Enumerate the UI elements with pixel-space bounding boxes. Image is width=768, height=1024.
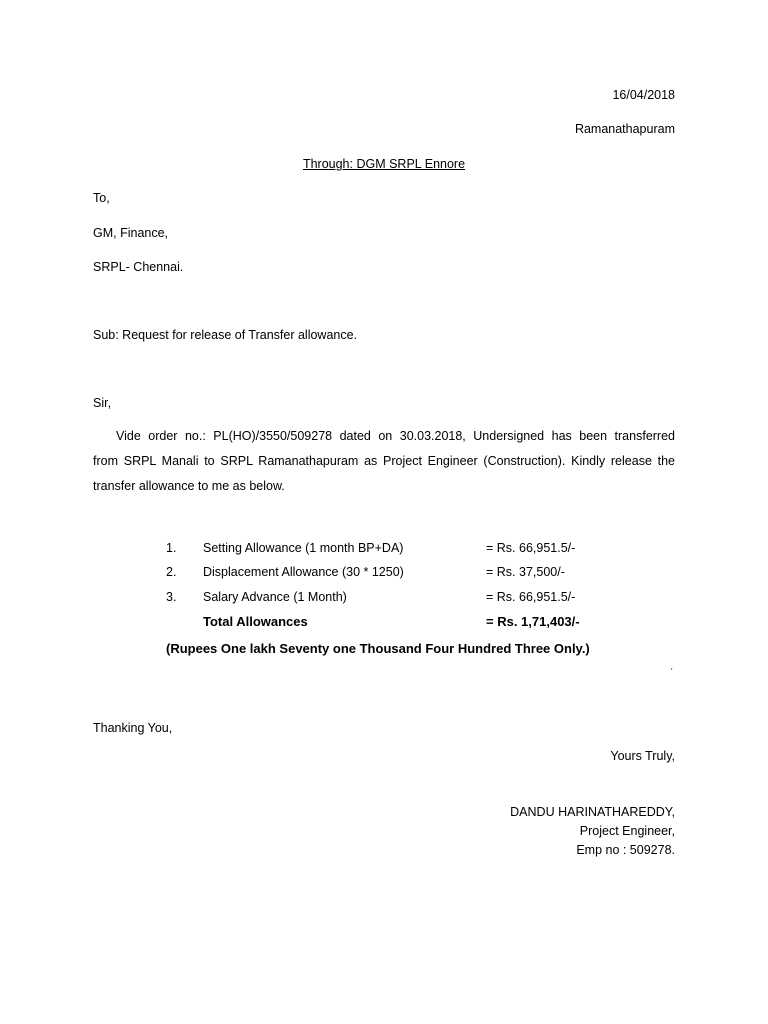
allowance-description: Displacement Allowance (30 * 1250) [203,565,404,579]
recipient-line-1: GM, Finance, [93,226,169,240]
allowance-description: Setting Allowance (1 month BP+DA) [203,541,404,555]
to-label: To, [93,191,110,205]
allowance-description: Salary Advance (1 Month) [203,590,347,604]
allowance-row [0,541,768,561]
signatory-designation: Project Engineer, [579,824,675,838]
signatory-emp-no: Emp no : 509278. [576,843,675,857]
allowance-row [0,590,768,610]
allowance-row [0,565,768,585]
body-line-1: Vide order no.: PL(HO)/3550/509278 dated on 30.03.2018, Undersigned has been transferred [116,429,675,443]
amount-in-words: (Rupees One lakh Seventy one Thousand Four Hundred Three Only.) [166,641,590,656]
allowance-number: 1. [166,541,177,555]
closing-thanks: Thanking You, [93,721,173,735]
salutation: Sir, [93,396,112,410]
allowance-amount: = Rs. 66,951.5/- [486,541,576,555]
signatory-name: DANDU HARINATHAREDDY, [510,805,675,819]
subject-line: Sub: Request for release of Transfer allowance. [93,328,358,342]
body-line-2: from SRPL Manali to SRPL Ramanathapuram as Project Engineer (Construction). Kindly release the [93,454,675,468]
letter-date: 16/04/2018 [612,88,675,102]
letter-place: Ramanathapuram [574,122,675,136]
allowance-amount: = Rs. 37,500/- [486,565,565,579]
closing-yours: Yours Truly, [610,749,675,763]
stray-mark: ' [671,667,673,676]
allowance-number: 2. [166,565,177,579]
recipient-line-2: SRPL- Chennai. [93,260,184,274]
body-paragraph [93,424,675,499]
total-row [0,614,768,634]
allowance-amount: = Rs. 66,951.5/- [486,590,576,604]
total-label: Total Allowances [203,614,308,629]
total-amount: = Rs. 1,71,403/- [486,614,580,629]
signature-block [510,803,675,860]
through-line: Through: DGM SRPL Ennore [302,157,466,171]
allowance-number: 3. [166,590,177,604]
body-line-3: transfer allowance to me as below. [93,479,285,493]
